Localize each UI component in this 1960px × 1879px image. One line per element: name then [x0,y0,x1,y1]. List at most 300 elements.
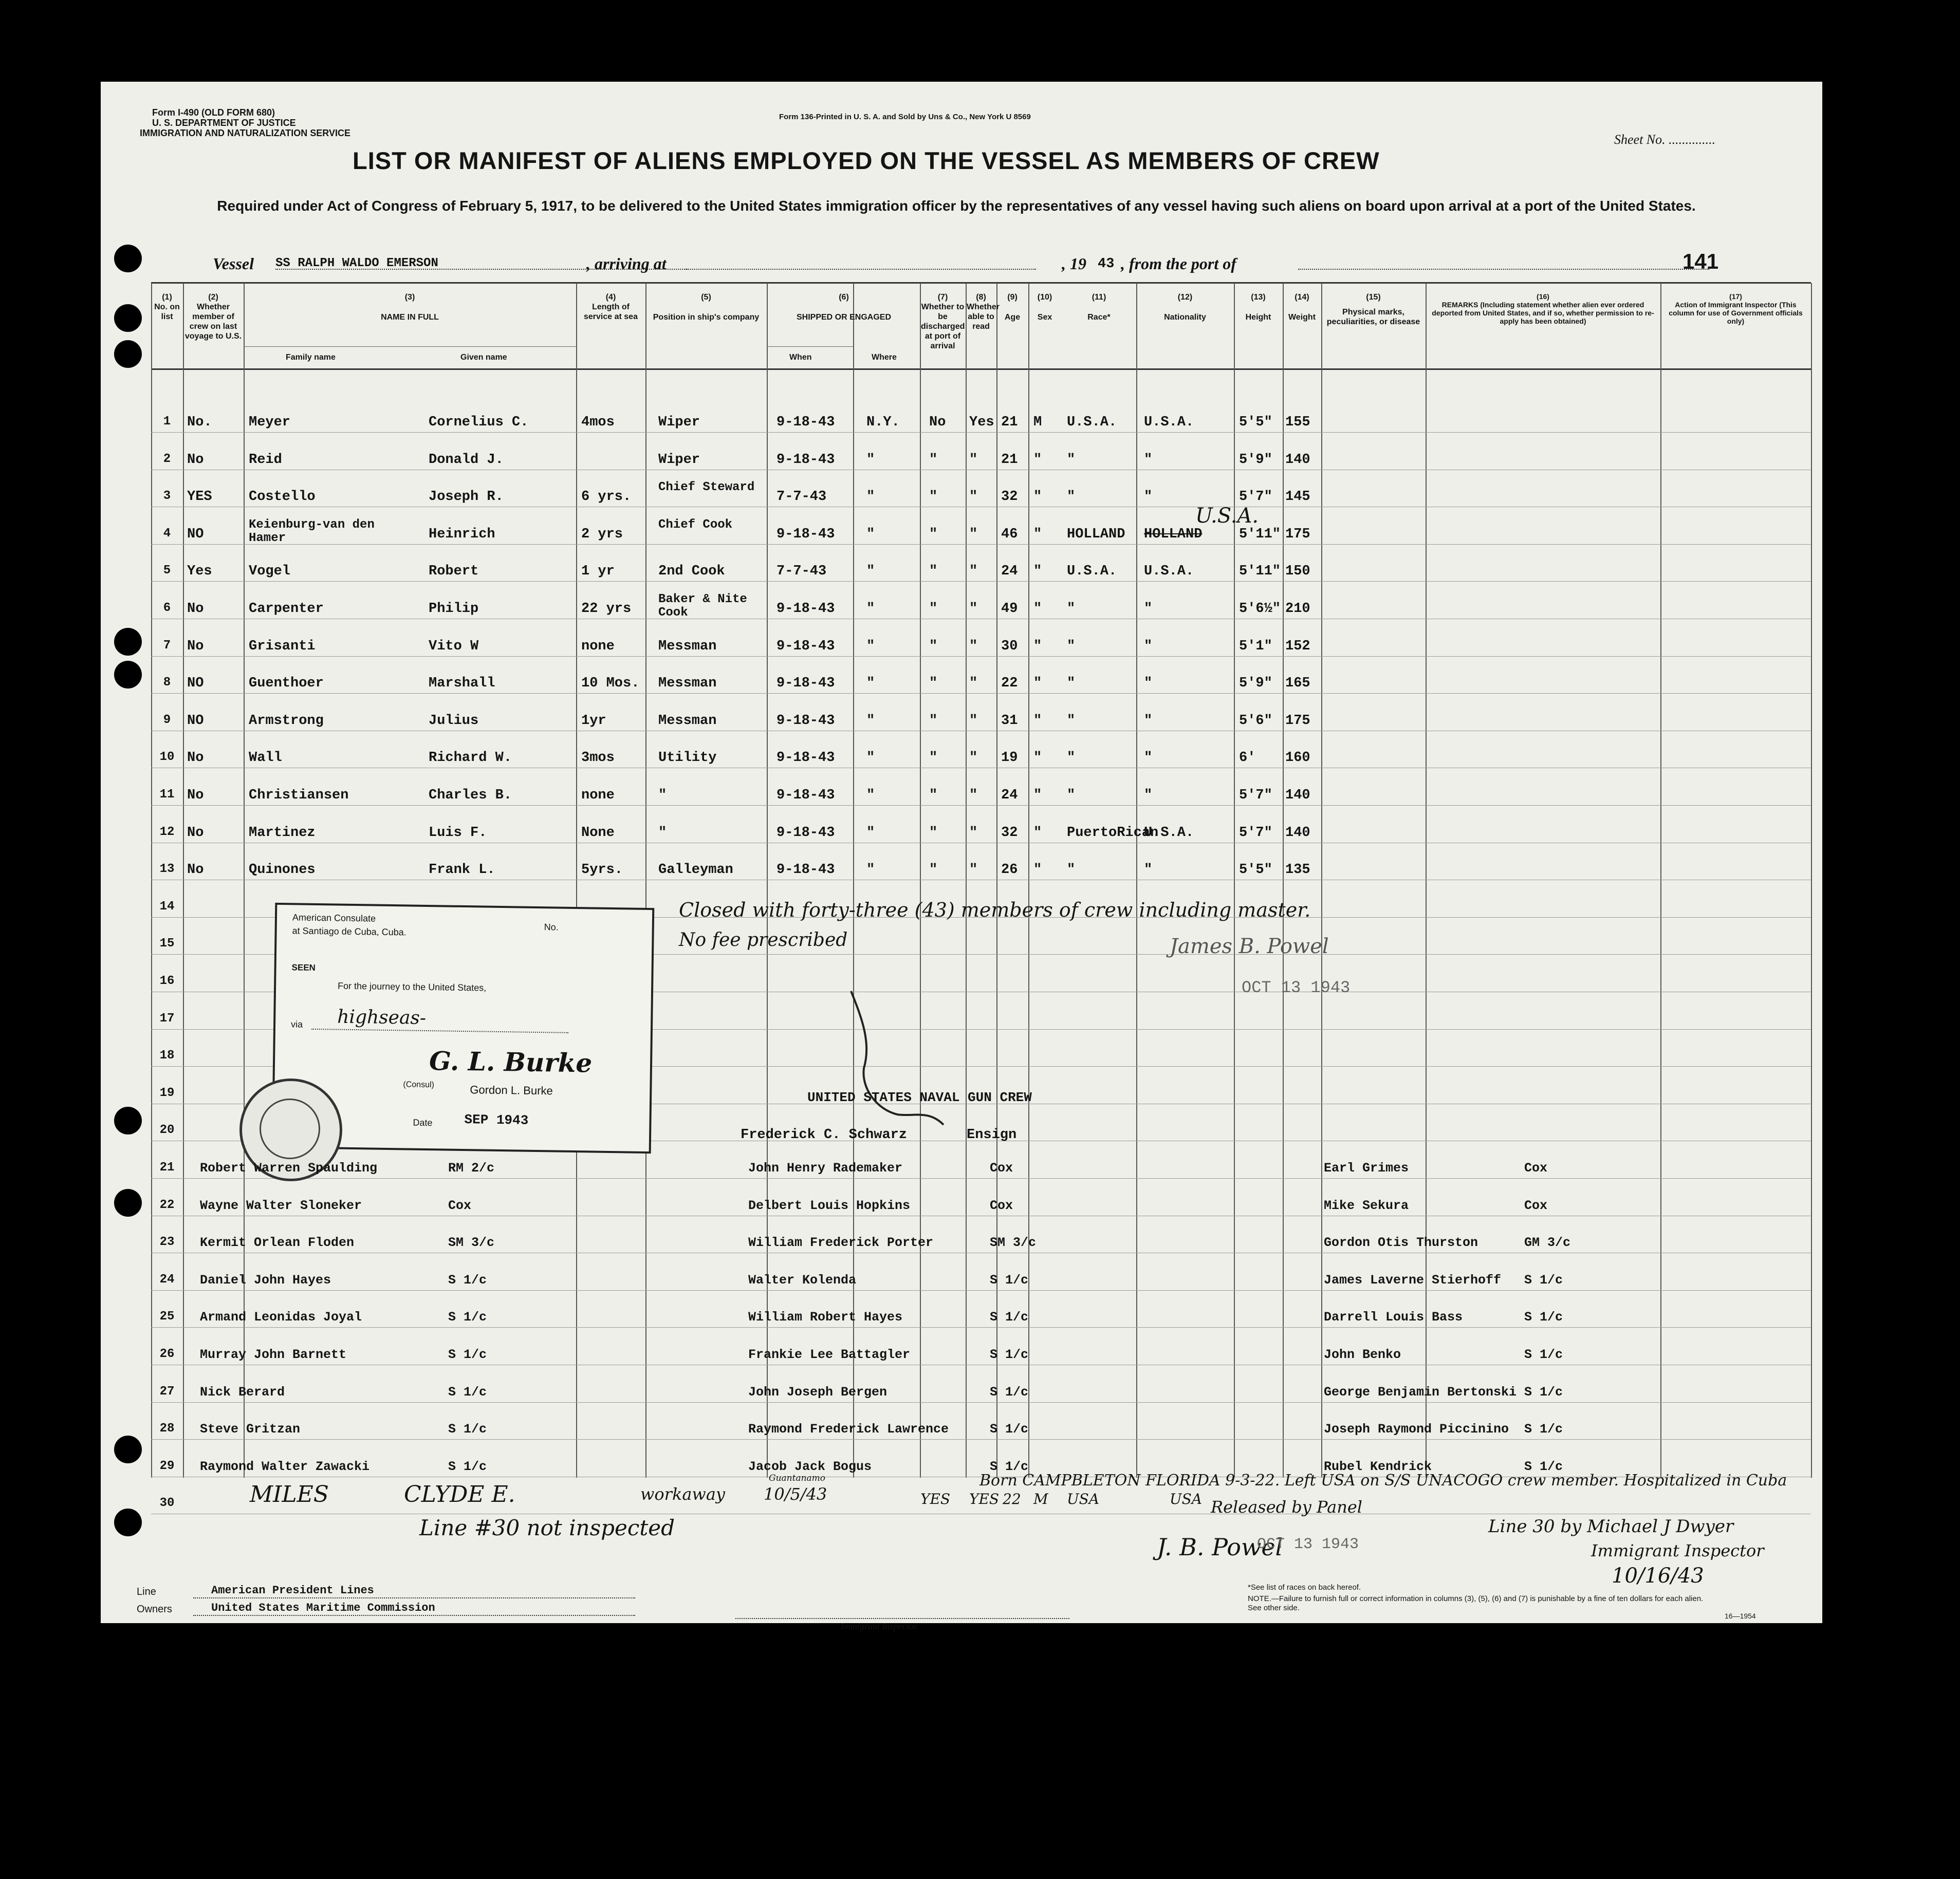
gun-crew-member-name: Daniel John Hayes [200,1272,331,1288]
gun-crew-member-rank: S 1/c [1524,1272,1563,1288]
row-number: 12 [159,825,175,839]
crew-service-length: 10 Mos. [581,676,640,692]
row30-signature: J. B. Powel [1157,1533,1283,1561]
crew-position: Messman [658,713,717,729]
row4-nationality-correction: U.S.A. [1195,504,1259,528]
row-number: 11 [159,788,175,802]
crew-race: U.S.A. [1067,415,1117,430]
gun-crew-member-name: Raymond Frederick Lawrence [748,1422,949,1437]
gun-crew-member-rank: S 1/c [448,1272,487,1288]
crew-shipped-when: 9-18-43 [776,825,835,841]
line-label: Line [137,1586,156,1597]
crew-shipped-where: " [866,862,875,878]
line-value: American President Lines [211,1584,374,1597]
crew-service-length: 3mos [581,750,615,766]
row-number: 3 [163,489,171,504]
row-line [151,581,1811,582]
crew-discharged: " [929,601,938,617]
crew-sex: " [1033,862,1042,878]
crew-given-name: Frank L. [429,862,495,878]
crew-weight: 140 [1285,788,1310,803]
gun-crew-member-name: John Joseph Bergen [748,1384,887,1400]
vessel-name: SS RALPH WALDO EMERSON [275,256,438,270]
row-number: 4 [163,526,171,541]
crew-position: Baker & Nite Cook [658,592,747,620]
crew-last-voyage: No [187,452,204,468]
gun-crew-member-name: Frankie Lee Battagler [748,1347,911,1362]
gun-crew-member-rank: S 1/c [448,1459,487,1474]
gun-crew-member-name: Robert Warren Spaulding [200,1161,378,1176]
row-number: 7 [163,638,171,653]
crew-position: Galleyman [658,862,733,878]
gun-crew-member-rank: S 1/c [1524,1310,1563,1325]
where-subheader: Where [872,353,897,362]
row30-age: 22 [1003,1491,1021,1508]
page-title: LIST OR MANIFEST OF ALIENS EMPLOYED ON THE VESSEL AS MEMBERS OF CREW [353,147,1380,174]
crew-height: 5'7" [1239,825,1272,841]
binder-hole [114,1189,142,1217]
crew-age: 26 [1001,862,1018,878]
crew-given-name: Marshall [429,676,495,692]
page-number: 141 [1682,249,1719,273]
crew-given-name: Robert [429,564,479,580]
crew-age: 30 [1001,638,1018,654]
crew-race: " [1067,452,1076,468]
consul-signature: G. L. Burke [429,1046,593,1078]
gun-crew-member-rank: S 1/c [990,1459,1029,1474]
crew-weight: 145 [1285,489,1310,505]
gun-crew-member-rank: S 1/c [990,1347,1029,1362]
col-14-header: (14) Weight [1288,293,1316,322]
crew-height: 5'6" [1239,713,1272,729]
row30-family-name: MILES [250,1481,329,1508]
crew-nationality: HOLLAND [1144,526,1203,542]
row30-inspector-title: Immigrant Inspector [1591,1541,1764,1560]
crew-nationality: " [1144,601,1153,617]
crew-discharged: " [929,452,938,468]
crew-race: " [1067,676,1076,692]
gun-crew-member-name: John Henry Rademaker [748,1161,903,1176]
col-9-header: (9) Age [1004,293,1021,322]
gun-crew-member-name: Walter Kolenda [748,1272,857,1288]
crew-age: 49 [1001,601,1018,617]
gun-crew-member-name: Raymond Walter Zawacki [200,1459,370,1474]
gun-crew-member-rank: S 1/c [448,1347,487,1362]
crew-family-name: Grisanti [249,638,316,654]
crew-sex: " [1033,713,1042,729]
row30-inspector-date: 10/16/43 [1612,1564,1704,1588]
stamp-seen: SEEN [291,962,316,973]
crew-last-voyage: NO [187,526,204,542]
crew-family-name: Christiansen [249,788,349,803]
crew-sex: " [1033,750,1042,766]
row-number: 21 [159,1161,175,1175]
crew-nationality: " [1144,452,1153,468]
crew-discharged: " [929,638,938,654]
col-10-header: (10) Sex [1037,293,1052,322]
crew-last-voyage: No [187,862,204,878]
crew-service-length: 4mos [581,415,615,430]
row-number: 17 [159,1011,175,1026]
vessel-label: Vessel [213,254,254,273]
stamp-via-value: highseas- [337,1006,427,1029]
crew-able-to-read: " [969,788,978,803]
gun-crew-officer-name: Frederick C. Schwarz [741,1127,908,1143]
crew-height: 5'11" [1239,564,1281,580]
crew-sex: " [1033,638,1042,654]
crew-able-to-read: Yes [969,415,994,430]
arriving-label: , arriving at [586,254,667,273]
gun-crew-member-rank: S 1/c [1524,1347,1563,1362]
inspector-signature: James B. Powel [1170,935,1329,958]
row-number: 24 [159,1272,175,1287]
crew-able-to-read: " [969,676,978,692]
crew-last-voyage: YES [187,489,212,505]
row30-not-inspected: Line #30 not inspected [419,1515,675,1540]
row-number: 13 [159,862,175,877]
crew-age: 32 [1001,825,1018,841]
crew-shipped-when: 9-18-43 [776,862,835,878]
crew-sex: " [1033,825,1042,841]
crew-shipped-when: 9-18-43 [776,788,835,803]
crew-given-name: Richard W. [429,750,512,766]
gun-crew-member-rank: SM 3/c [448,1235,495,1251]
crew-race: " [1067,638,1076,654]
crew-shipped-when: 9-18-43 [776,526,835,542]
stamp-no-label: No. [544,922,559,933]
gun-crew-member-rank: S 1/c [1524,1422,1563,1437]
crew-race: " [1067,750,1076,766]
gun-crew-member-name: George Benjamin Bertonski [1324,1384,1517,1400]
crew-discharged: " [929,713,938,729]
gun-crew-member-name: Gordon Otis Thurston [1324,1235,1478,1251]
gun-crew-member-name: Joseph Raymond Piccinino [1324,1422,1509,1437]
row-number: 25 [159,1310,175,1324]
gun-crew-member-rank: S 1/c [990,1310,1029,1325]
row-line [151,1178,1811,1179]
crew-last-voyage: Yes [187,564,212,580]
crew-age: 24 [1001,564,1018,580]
stamp-date-value: SEP 1943 [464,1112,529,1128]
row-number: 30 [159,1496,175,1511]
gun-crew-member-rank: GM 3/c [1524,1235,1571,1251]
crew-age: 31 [1001,713,1018,729]
owners-label: Owners [137,1604,172,1615]
crew-race: " [1067,601,1076,617]
col-17-header: (17) Action of Immigrant Inspector (This column for use of Government officials only) [1669,292,1803,325]
row-line [151,1402,1811,1403]
gun-crew-member-rank: SM 3/c [990,1235,1037,1251]
crew-nationality: " [1144,489,1153,505]
row-number: 6 [163,601,171,615]
crew-nationality: U.S.A. [1144,415,1194,430]
crew-height: 5'5" [1239,415,1272,430]
crew-race: HOLLAND [1067,526,1125,542]
crew-shipped-when: 9-18-43 [776,638,835,654]
crew-shipped-where: " [866,825,875,841]
crew-family-name: Vogel [249,564,291,580]
row-number: 20 [159,1123,175,1138]
col-7-header: (7) Whether to be discharged at port of arrival [921,293,965,350]
col-13-header: (13) Height [1245,293,1271,322]
crew-given-name: Donald J. [429,452,504,468]
crew-last-voyage: No [187,825,204,841]
crew-weight: 175 [1285,713,1310,729]
crew-service-length: 22 yrs [581,601,632,617]
crew-service-length: 1yr [581,713,606,729]
gun-crew-member-name: Kermit Orlean Floden [200,1235,355,1251]
crew-family-name: Quinones [249,862,316,878]
binder-hole [114,1436,142,1463]
crew-shipped-when: 9-18-43 [776,713,835,729]
crew-position: Messman [658,676,717,692]
crew-shipped-when: 7-7-43 [776,564,827,580]
gun-crew-member-name: James Laverne Stierhoff [1324,1272,1502,1288]
row-line [151,432,1811,433]
crew-sex: " [1033,676,1042,692]
col-6-header: (6) SHIPPED OR ENGAGED [796,293,892,322]
crew-service-length: 2 yrs [581,526,623,542]
year-prefix: , 19 [1062,254,1086,273]
crew-discharged: " [929,564,938,580]
gun-crew-member-name: Earl Grimes [1324,1161,1409,1176]
crew-sex: " [1033,788,1042,803]
crew-height: 5'5" [1239,862,1272,878]
immigrant-inspector-label: Immigrant Inspector. [841,1621,918,1631]
crew-shipped-when: 9-18-43 [776,601,835,617]
crew-shipped-where: " [866,564,875,580]
gun-crew-heading: UNITED STATES NAVAL GUN CREW [807,1090,1032,1105]
crew-sex: " [1033,452,1042,468]
crew-family-name: Armstrong [249,713,324,729]
crew-race: PuertoRican [1067,825,1159,841]
gun-crew-member-name: William Robert Hayes [748,1310,903,1325]
row-number: 26 [159,1347,175,1361]
crew-position: Utility [658,750,717,766]
col-1-header: (1) No. on list [154,293,180,321]
crew-sex: M [1033,415,1042,430]
crew-weight: 150 [1285,564,1310,580]
crew-position: 2nd Cook [658,564,725,580]
crew-weight: 175 [1285,526,1310,542]
row-line [151,805,1811,806]
crew-shipped-where: N.Y. [866,415,900,430]
crew-age: 21 [1001,452,1018,468]
row-number: 10 [159,750,175,765]
gun-crew-member-rank: S 1/c [448,1422,487,1437]
gun-crew-member-name: Armand Leonidas Joyal [200,1310,362,1325]
crew-last-voyage: NO [187,713,204,729]
crew-discharged: No [929,415,946,430]
gun-crew-officer-rank: Ensign [967,1127,1017,1143]
crew-shipped-when: 9-18-43 [776,750,835,766]
binder-hole [114,304,142,332]
crew-discharged: " [929,788,938,803]
crew-sex: " [1033,601,1042,617]
row30-able-to-read: YES [969,1491,1000,1508]
year-value: 43 [1098,256,1115,272]
row-line [151,1439,1811,1440]
consul-name: Gordon L. Burke [470,1083,553,1097]
col-5-header: (5) Position in ship's company [653,293,760,322]
row-line [151,693,1811,694]
binder-hole [114,1509,142,1536]
crew-shipped-where: " [866,750,875,766]
printer-line: Form 136-Printed in U. S. A. and Sold by Uns & Co., New York U 8569 [779,113,1031,121]
fee-statement: No fee prescribed [679,929,848,951]
crew-discharged: " [929,489,938,505]
row30-inspector-note: Line 30 by Michael J Dwyer [1488,1516,1734,1537]
row-line [151,1327,1811,1328]
col-4-header: (4) Length of service at sea [584,293,638,321]
crew-height: 5'7" [1239,788,1272,803]
row-number: 19 [159,1086,175,1100]
crew-position: " [658,788,667,803]
from-port-label: , from the port of [1121,254,1236,273]
crew-discharged: " [929,750,938,766]
crew-nationality: U.S.A. [1144,825,1194,841]
races-note: *See list of races on back hereof. [1248,1583,1361,1592]
service-name: IMMIGRATION AND NATURALIZATION SERVICE [140,128,350,138]
crew-service-length: 1 yr [581,564,615,580]
gun-crew-member-name: Rubel Kendrick [1324,1459,1432,1474]
row-number: 29 [159,1459,175,1473]
crew-sex: " [1033,489,1042,505]
crew-last-voyage: No [187,638,204,654]
crew-able-to-read: " [969,825,978,841]
department-name: U. S. DEPARTMENT OF JUSTICE [152,118,296,128]
crew-service-length: none [581,788,615,803]
crew-family-name: Wall [249,750,282,766]
crew-shipped-where: " [866,452,875,468]
crew-given-name: Luis F. [429,825,487,841]
row-number: 9 [163,713,171,727]
form-code: 16—1954 [1725,1612,1756,1620]
crew-height: 5'7" [1239,489,1272,505]
crew-able-to-read: " [969,862,978,878]
family-name-subheader: Family name [286,353,336,362]
crew-given-name: Cornelius C. [429,415,529,430]
gun-crew-member-name: William Frederick Porter [748,1235,934,1251]
gun-crew-member-rank: RM 2/c [448,1161,495,1176]
crew-last-voyage: NO [187,676,204,692]
crew-height: 6' [1239,750,1256,766]
crew-age: 32 [1001,489,1018,505]
manifest-sheet [101,82,1822,1631]
crew-race: U.S.A. [1067,564,1117,580]
row-number: 22 [159,1198,175,1212]
crew-able-to-read: " [969,713,978,729]
row-number: 15 [159,937,175,951]
col-11-header: (11) Race* [1087,293,1111,322]
binder-hole [114,628,142,656]
crew-able-to-read: " [969,638,978,654]
row-number: 1 [163,415,171,429]
row-number: 28 [159,1422,175,1436]
crew-family-name: Guenthoer [249,676,324,692]
crew-discharged: " [929,825,938,841]
crew-shipped-where: " [866,489,875,505]
crew-able-to-read: " [969,526,978,542]
binder-hole [114,1107,142,1134]
gun-crew-member-rank: Cox [1524,1198,1548,1213]
crew-service-length: 6 yrs. [581,489,632,505]
stamp-journey: For the journey to the United States, [337,980,487,993]
gun-crew-member-name: Delbert Louis Hopkins [748,1198,911,1213]
row-line [151,656,1811,657]
crew-shipped-where: " [866,526,875,542]
crew-last-voyage: No [187,788,204,803]
crew-weight: 135 [1285,862,1310,878]
stamp-date-label: Date [413,1117,433,1128]
row30-when: 10/5/43 [764,1484,827,1504]
gun-crew-member-rank: S 1/c [990,1422,1029,1437]
crew-position: " [658,825,667,841]
crew-weight: 140 [1285,452,1310,468]
crew-race: " [1067,713,1076,729]
crew-given-name: Julius [429,713,479,729]
crew-given-name: Joseph R. [429,489,504,505]
crew-height: 5'11" [1239,526,1281,542]
gun-crew-member-rank: Cox [1524,1161,1548,1176]
crew-weight: 140 [1285,825,1310,841]
consulate-office: American Consulate [292,912,376,924]
crew-nationality: " [1144,788,1153,803]
col-8-header: (8) Whether able to read [967,293,1000,331]
when-subheader: When [789,353,812,362]
crew-shipped-where: " [866,601,875,617]
crew-nationality: " [1144,750,1153,766]
given-name-subheader: Given name [460,353,507,362]
crew-weight: 152 [1285,638,1310,654]
row-number: 18 [159,1049,175,1063]
crew-given-name: Philip [429,601,479,617]
row30-released: Released by Panel [1211,1497,1362,1517]
row-number: 16 [159,974,175,988]
row-number: 27 [159,1384,175,1399]
row30-where: Guantanamo [769,1473,826,1483]
binder-hole [114,661,142,689]
binder-hole [114,245,142,272]
row30-discharged: YES [920,1491,951,1508]
crew-last-voyage: No [187,601,204,617]
crew-last-voyage: No [187,750,204,766]
crew-discharged: " [929,862,938,878]
crew-discharged: " [929,526,938,542]
crew-weight: 155 [1285,415,1310,430]
crew-family-name: Meyer [249,415,291,430]
crew-position: Chief Steward [658,480,755,495]
row30-nationality: USA [1170,1491,1202,1508]
binder-hole [114,340,142,368]
crew-shipped-where: " [866,788,875,803]
crew-discharged: " [929,676,938,692]
crew-nationality: " [1144,862,1153,878]
crew-shipped-when: 9-18-43 [776,415,835,430]
gun-crew-member-rank: S 1/c [448,1310,487,1325]
gun-crew-member-name: Mike Sekura [1324,1198,1409,1213]
crew-sex: " [1033,564,1042,580]
crew-position: Chief Cook [658,517,733,532]
handwritten-flourish [841,986,954,1130]
gun-crew-member-name: Jacob Jack Bogus [748,1459,872,1474]
col-3-header: (3) NAME IN FULL [381,293,439,322]
crew-family-name: Carpenter [249,601,324,617]
crew-age: 22 [1001,676,1018,692]
crew-able-to-read: " [969,601,978,617]
crew-weight: 165 [1285,676,1310,692]
crew-family-name: Martinez [249,825,316,841]
